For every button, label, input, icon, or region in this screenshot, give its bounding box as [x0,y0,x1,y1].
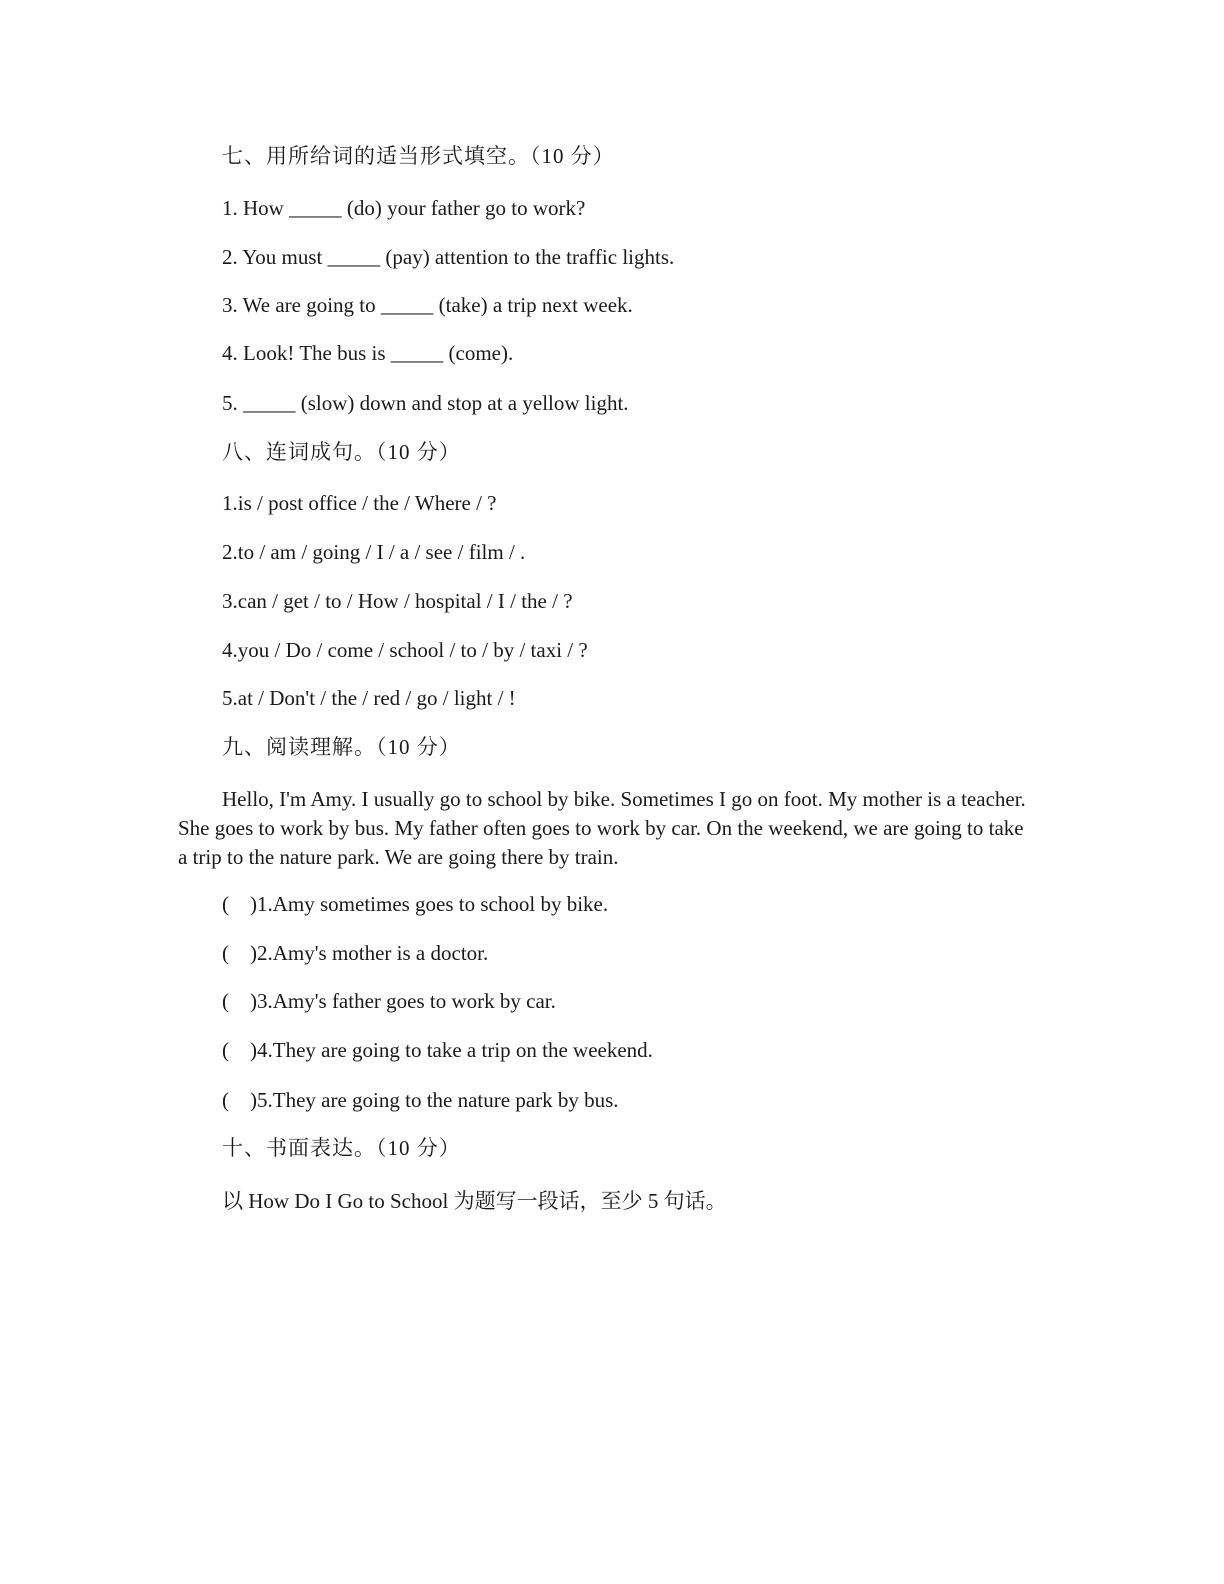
section-8-item-1: 1.is / post office / the / Where / ? [222,491,497,515]
section-7-item-5: 5. _____ (slow) down and stop at a yellow light. [222,391,629,415]
section-9-item-2: ( )2.Amy's mother is a doctor. [222,941,489,965]
section-7-heading: 七、用所给词的适当形式填空。（10 分） [222,144,615,168]
section-7-item-3: 3. We are going to _____ (take) a trip next week. [222,293,633,317]
section-9-item-4: ( )4.They are going to take a trip on the weekend. [222,1038,653,1062]
section-7-item-1: 1. How _____ (do) your father go to work? [222,196,586,220]
section-8-item-5: 5.at / Don't / the / red / go / light / ! [222,686,516,710]
section-10-heading: 十、书面表达。（10 分） [222,1136,461,1160]
section-9-item-1: ( )1.Amy sometimes goes to school by bike. [222,892,609,916]
reading-passage: Hello, I'm Amy. I usually go to school by bike. Sometimes I go on foot. My mother is a teacher. She goes to work by bus. My father often goes to work by car. On the weekend, we are going to take a trip to the nature park. We are going there by train. [178,787,1026,869]
section-8-item-3: 3.can / get / to / How / hospital / I / the / ? [222,589,573,613]
section-9-heading: 九、阅读理解。（10 分） [222,735,461,759]
section-7-item-4: 4. Look! The bus is _____ (come). [222,341,514,365]
section-9-item-3: ( )3.Amy's father goes to work by car. [222,989,556,1013]
section-9-item-5: ( )5.They are going to the nature park by bus. [222,1088,619,1112]
writing-prompt: 以 How Do I Go to School 为题写一段话，至少 5 句话。 [222,1189,727,1213]
section-8-heading: 八、连词成句。（10 分） [222,440,461,464]
section-8-item-2: 2.to / am / going / I / a / see / film / . [222,540,526,564]
section-7-item-2: 2. You must _____ (pay) attention to the traffic lights. [222,245,675,269]
section-8-item-4: 4.you / Do / come / school / to / by / taxi / ? [222,638,588,662]
